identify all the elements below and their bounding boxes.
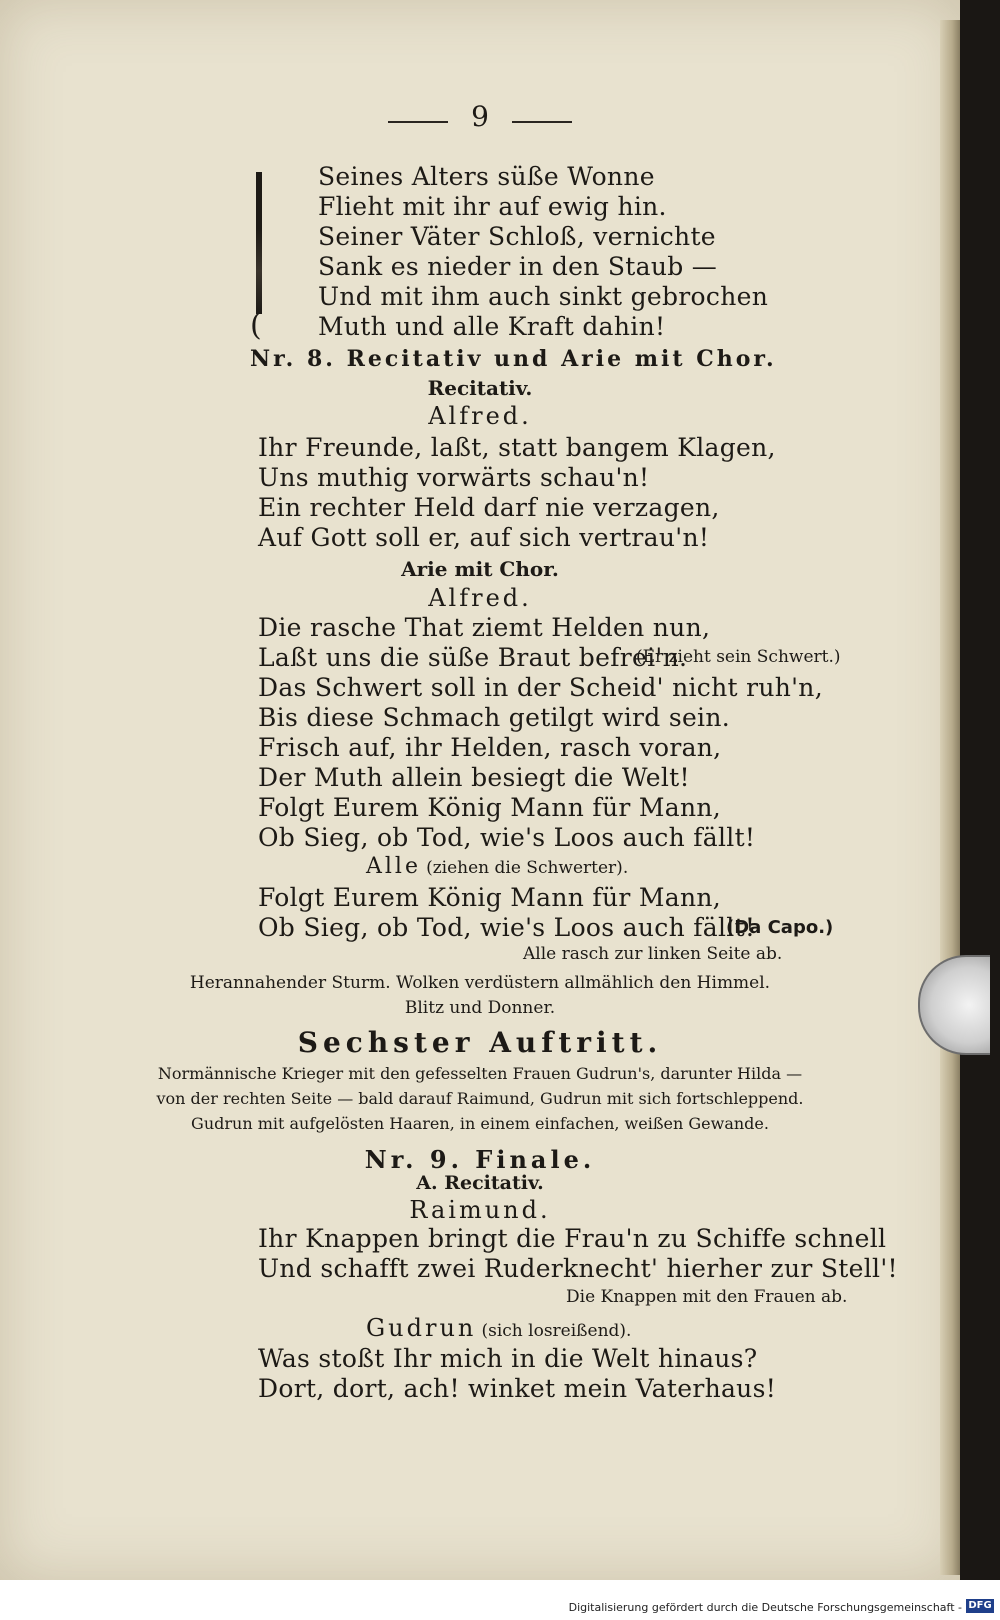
verse-line: Dort, dort, ach! winket mein Vaterhaus!	[258, 1374, 777, 1403]
verse-line: Folgt Eurem König Mann für Mann,	[258, 883, 722, 912]
subheading: A. Recitativ.	[416, 1172, 544, 1194]
verse-line: Sank es nieder in den Staub —	[318, 252, 718, 281]
subheading: Arie mit Chor.	[401, 557, 559, 581]
verse-line: Ihr Freunde, laßt, statt bangem Klagen,	[258, 433, 776, 462]
stage-direction: Herannahender Sturm. Wolken verdüstern allmählich den Himmel.	[189, 973, 771, 993]
verse-line: Seiner Väter Schloß, vernichte	[318, 222, 716, 251]
ornament-left	[388, 121, 448, 123]
scene-description: Normännische Krieger mit den gefesselten Frauen Gudrun's, darunter Hilda —	[157, 1064, 803, 1083]
page-header	[0, 100, 960, 133]
section-heading: Nr. 9. Finale.	[364, 1145, 596, 1174]
page-edge	[940, 20, 960, 1575]
page-number: 9	[471, 100, 489, 133]
scene-description: Gudrun mit aufgelösten Haaren, in einem einfachen, weißen Gewande.	[191, 1114, 769, 1133]
verse-line: Bis diese Schmach getilgt wird sein.	[258, 703, 730, 732]
verse-line: Ein rechter Held darf nie verzagen,	[258, 493, 720, 522]
subheading: Recitativ.	[427, 376, 533, 400]
verse-line: Flieht mit ihr auf ewig hin.	[318, 192, 667, 221]
stage-direction: (Er zieht sein Schwert.)	[636, 647, 841, 667]
verse-line: Frisch auf, ihr Helden, rasch voran,	[258, 733, 722, 762]
section-heading: Nr. 8. Recitativ und Arie mit Chor.	[250, 346, 777, 372]
verse-line: Ob Sieg, ob Tod, wie's Loos auch fällt!	[258, 823, 756, 852]
verse-line: Was stoßt Ihr mich in die Welt hinaus?	[258, 1344, 758, 1373]
stage-direction: Blitz und Donner.	[404, 998, 556, 1018]
ornament-right	[512, 121, 572, 123]
verse-line: Seines Alters süße Wonne	[318, 162, 655, 191]
singer-name: Raimund.	[409, 1196, 551, 1224]
margin-brace: (	[250, 308, 262, 343]
verse-line: Ob Sieg, ob Tod, wie's Loos auch fällt!	[258, 913, 756, 942]
verse-line: Die rasche That ziemt Helden nun,	[258, 613, 711, 642]
stage-direction: (sich losreißend).	[481, 1321, 632, 1341]
margin-bar	[256, 172, 262, 314]
verse-line: Und mit ihm auch sinkt gebrochen	[318, 282, 769, 311]
singer-name: Gudrun	[366, 1314, 477, 1342]
scene-description: von der rechten Seite — bald darauf Raimund, Gudrun mit sich fortschleppend.	[156, 1089, 804, 1108]
verse-line: Das Schwert soll in der Scheid' nicht ruh'n,	[258, 673, 823, 702]
stage-direction: Alle rasch zur linken Seite ab.	[523, 944, 783, 964]
verse-line: Und schafft zwei Ruderknecht' hierher zur Stell'!	[258, 1254, 898, 1283]
footer-bar	[0, 1580, 1000, 1620]
verse-line: Muth und alle Kraft dahin!	[318, 312, 666, 341]
da-capo-note: (Da Capo.)	[726, 917, 834, 938]
singer-heading	[366, 1314, 631, 1342]
dfg-logo: DFG	[966, 1599, 994, 1613]
singer-name: Alle	[366, 854, 421, 879]
verse-line: Folgt Eurem König Mann für Mann,	[258, 793, 722, 822]
scene-title: Sechster Auftritt.	[297, 1026, 663, 1059]
stage-direction: Die Knappen mit den Frauen ab.	[566, 1287, 848, 1307]
stage-direction: (ziehen die Schwerter).	[426, 858, 629, 878]
verse-line: Der Muth allein besiegt die Welt!	[258, 763, 690, 792]
funding-credit: Digitalisierung gefördert durch die Deutsche Forschungsgemeinschaft -	[568, 1601, 962, 1614]
verse-line: Uns muthig vorwärts schau'n!	[258, 463, 650, 492]
chorus-heading	[366, 854, 628, 879]
verse-line: Laßt uns die süße Braut befrei'n.	[258, 643, 688, 672]
verse-line: Ihr Knappen bringt die Frau'n zu Schiffe schnell	[258, 1224, 887, 1253]
singer-name: Alfred.	[428, 402, 532, 430]
singer-name: Alfred.	[428, 584, 532, 612]
verse-line: Auf Gott soll er, auf sich vertrau'n!	[258, 523, 710, 552]
